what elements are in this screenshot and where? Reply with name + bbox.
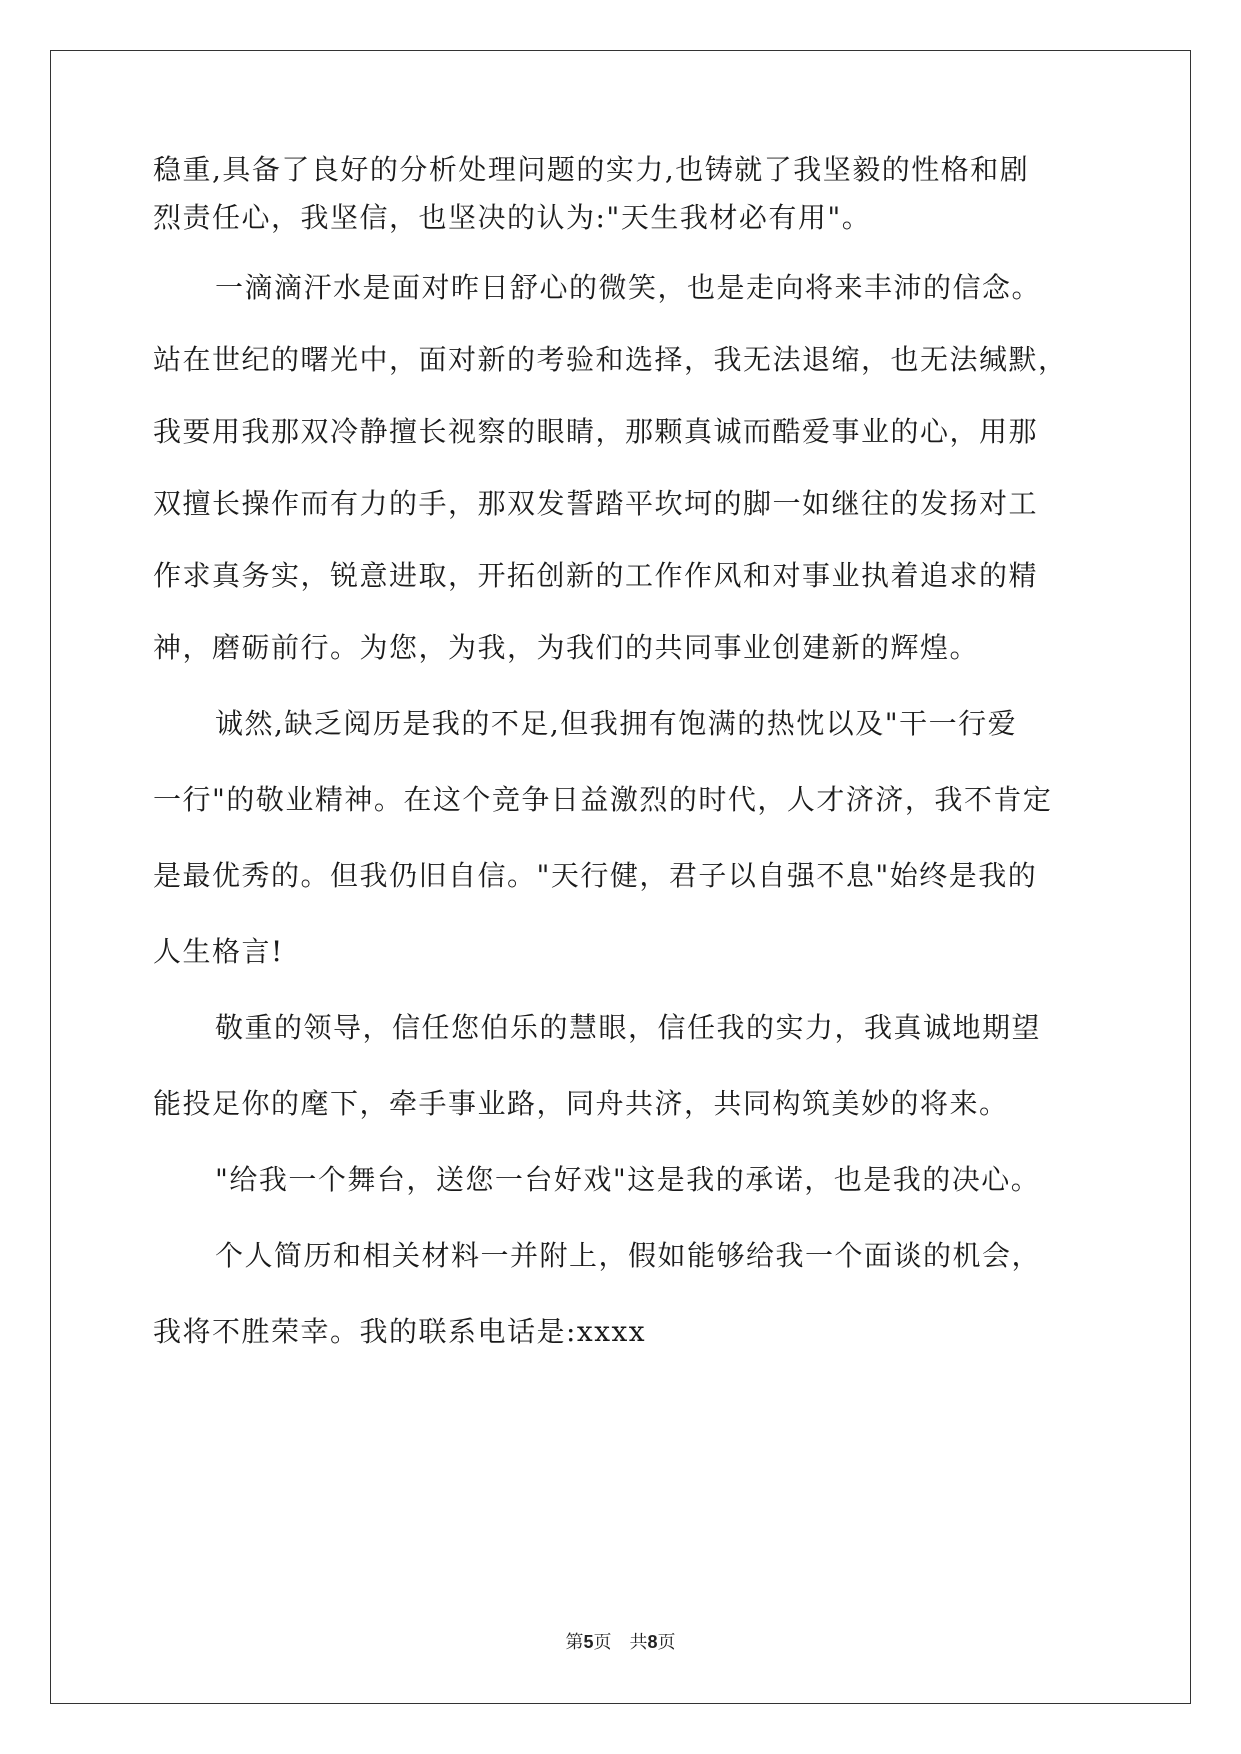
page-number-footer xyxy=(0,1630,1241,1655)
body-line-8: 神，磨砺前行。为您，为我，为我们的共同事业创建新的辉煌。 xyxy=(153,631,980,664)
body-line-4: 站在世纪的曙光中，面对新的考验和选择，我无法退缩，也无法缄默， xyxy=(153,343,1068,376)
body-line-14: 能投足你的麾下，牵手事业路，同舟共济，共同构筑美妙的将来。 xyxy=(153,1087,1009,1120)
body-line-6: 双擅长操作而有力的手，那双发誓踏平坎坷的脚一如继往的发扬对工 xyxy=(153,487,1039,520)
body-line-2: 烈责任心，我坚信，也坚决的认为:"天生我材必有用"。 xyxy=(153,201,872,234)
body-line-5: 我要用我那双冷静擅长视察的眼睛，那颗真诚而酷爱事业的心，用那 xyxy=(153,415,1039,448)
body-line-10: 一行"的敬业精神。在这个竞争日益激烈的时代，人才济济，我不肯定 xyxy=(153,783,1053,816)
page-suffix: 页 xyxy=(657,1632,676,1653)
body-line-13: 敬重的领导，信任您伯乐的慧眼，信任我的实力，我真诚地期望 xyxy=(215,1011,1042,1044)
body-line-11: 是最优秀的。但我仍旧自信。"天行健，君子以自强不息"始终是我的 xyxy=(153,859,1038,892)
body-line-3: 一滴滴汗水是面对昨日舒心的微笑，也是走向将来丰沛的信念。 xyxy=(215,271,1042,304)
body-line-17: 我将不胜荣幸。我的联系电话是:xxxx xyxy=(153,1315,647,1348)
body-line-7: 作求真务实，锐意进取，开拓创新的工作作风和对事业执着追求的精 xyxy=(153,559,1039,592)
body-line-15: "给我一个舞台，送您一台好戏"这是我的承诺，也是我的决心。 xyxy=(215,1163,1041,1196)
page-total: 8 xyxy=(647,1632,658,1652)
body-line-1: 稳重,具备了良好的分析处理问题的实力,也铸就了我坚毅的性格和剧 xyxy=(153,153,1030,186)
body-line-12: 人生格言! xyxy=(153,935,284,968)
body-line-9: 诚然,缺乏阅历是我的不足,但我拥有饱满的热忱以及"干一行爱 xyxy=(215,707,1018,740)
page-prefix: 第 xyxy=(565,1632,584,1653)
body-line-16: 个人简历和相关材料一并附上，假如能够给我一个面谈的机会， xyxy=(215,1239,1042,1272)
page-mid: 页 共 xyxy=(593,1632,648,1653)
page-current: 5 xyxy=(583,1632,594,1652)
